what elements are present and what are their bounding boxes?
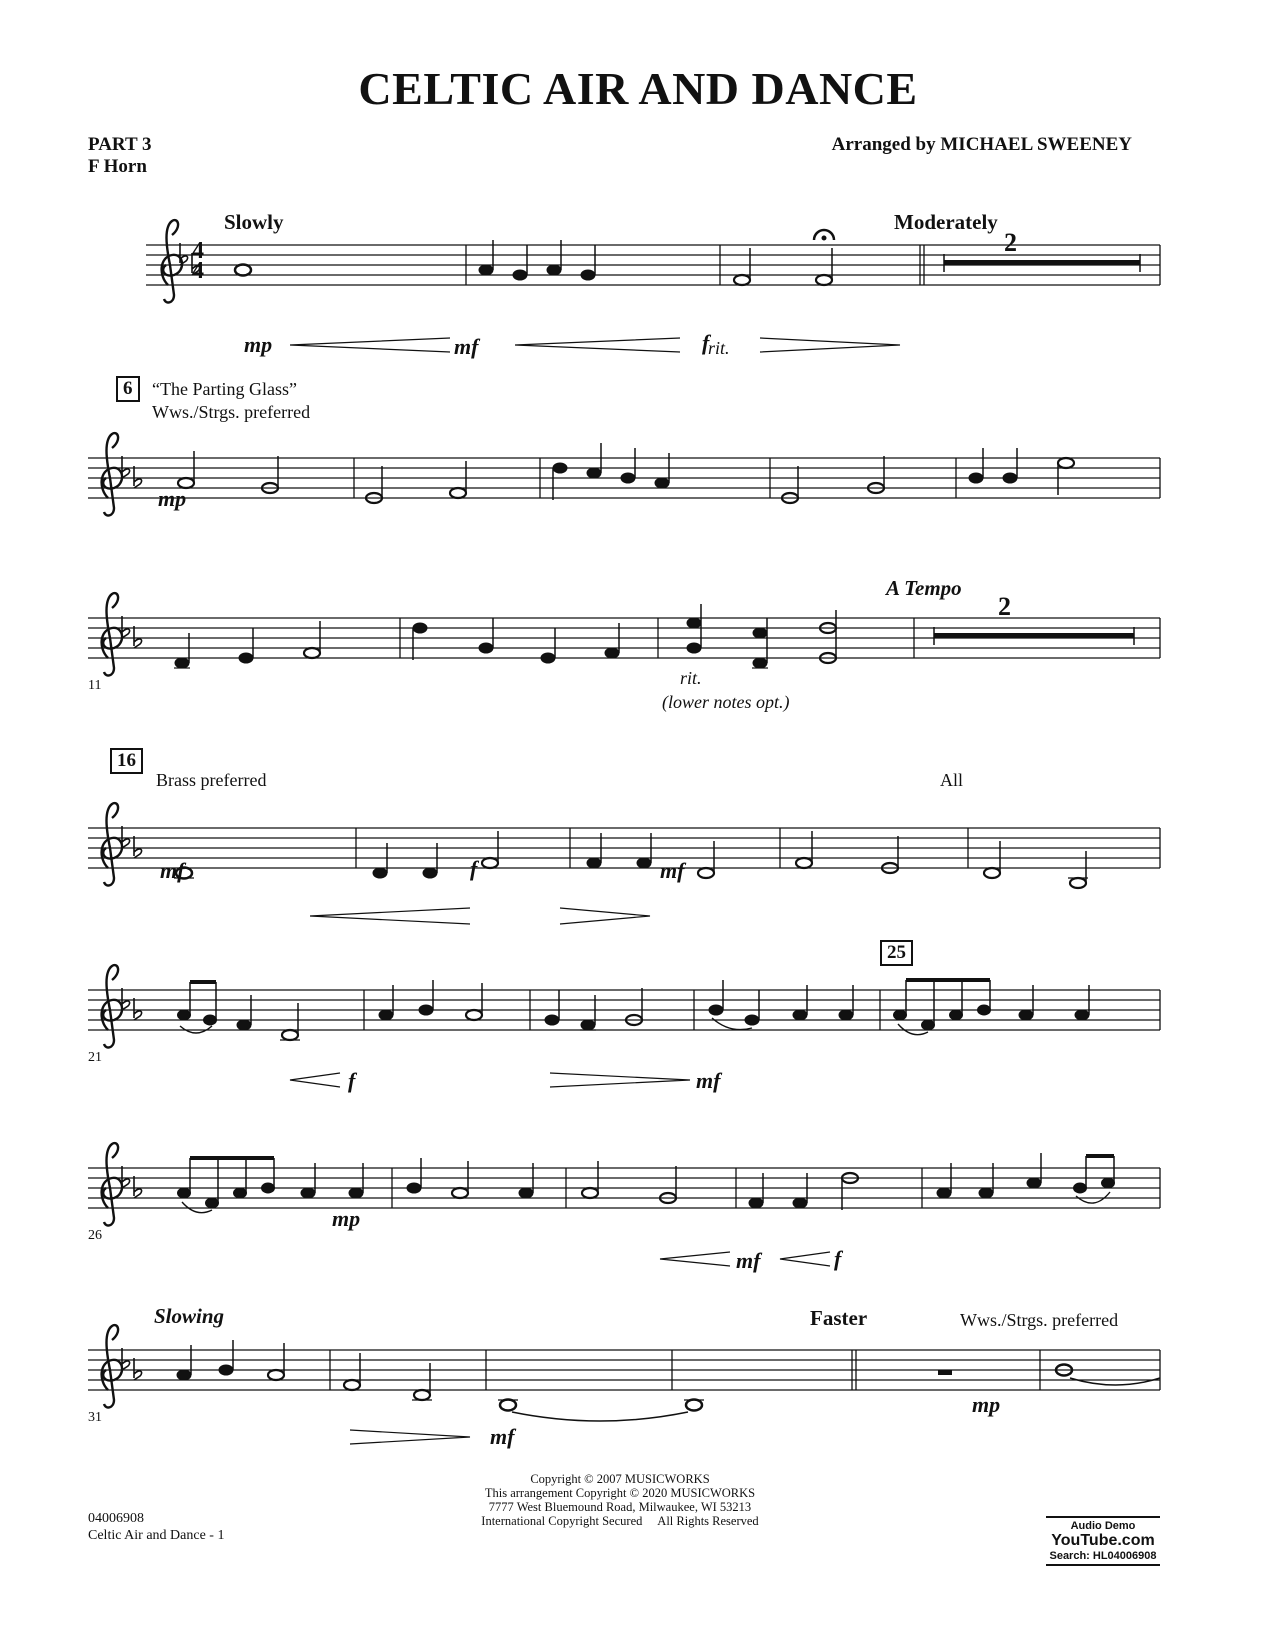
- measure-number: 31: [88, 1410, 102, 1425]
- arranger-credit: Arranged by MICHAEL SWEENEY: [831, 134, 1132, 155]
- dynamic-f: f: [702, 330, 710, 355]
- time-sig-top: 4: [192, 238, 204, 264]
- dynamic-mp: mp: [972, 1392, 1001, 1417]
- system-7: [88, 1325, 1160, 1444]
- dynamic-mf: mf: [454, 334, 479, 359]
- instrument-note: Brass preferred: [156, 770, 267, 790]
- dynamic-f: f: [470, 856, 478, 881]
- tempo-a-tempo: A Tempo: [886, 576, 962, 600]
- instrument-note-all: All: [940, 770, 964, 790]
- dynamic-mp: mp: [158, 486, 187, 511]
- dynamic-mp: mp: [244, 332, 273, 357]
- instrument-note: Wws./Strgs. preferred: [960, 1310, 1119, 1330]
- system-2: [88, 433, 1160, 515]
- rehearsal-mark-16: 16: [110, 748, 143, 774]
- measure-number: 26: [88, 1228, 102, 1243]
- promo-line-3: Search: HL04006908: [1049, 1550, 1157, 1562]
- rehearsal-mark-25: 25: [880, 940, 913, 966]
- section-title: “The Parting Glass”: [152, 379, 297, 399]
- system-6: [88, 1143, 1160, 1266]
- tempo-moderately: Moderately: [894, 210, 998, 234]
- dynamic-f: f: [348, 1068, 356, 1093]
- multirest-count: 2: [1004, 228, 1017, 257]
- system-4: [88, 803, 1160, 924]
- time-sig-bottom: 4: [192, 258, 204, 284]
- copyright-line: International Copyright Secured All Rights Reserved: [481, 1514, 759, 1528]
- rehearsal-mark-6: 6: [116, 376, 140, 402]
- promo-line-2: YouTube.com: [1051, 1532, 1155, 1549]
- dynamic-mf: mf: [160, 858, 185, 883]
- part-instrument: F Horn: [88, 156, 147, 177]
- instrument-note: Wws./Strgs. preferred: [152, 402, 311, 422]
- dynamic-mf: mf: [660, 858, 685, 883]
- dynamic-f: f: [834, 1246, 842, 1271]
- tempo-faster: Faster: [810, 1306, 868, 1330]
- lower-notes-note: (lower notes opt.): [662, 692, 790, 712]
- promo-line-1: Audio Demo: [1070, 1520, 1136, 1532]
- page-title: CELTIC AIR AND DANCE: [358, 63, 918, 114]
- page-label: Celtic Air and Dance - 1: [88, 1528, 225, 1543]
- copyright-line: This arrangement Copyright © 2020 MUSICWORKS: [484, 1486, 756, 1500]
- rit-marking: rit.: [680, 668, 702, 688]
- audio-demo-promo: [1046, 1516, 1160, 1566]
- time-signature: [192, 238, 204, 284]
- copyright-notice: [420, 1472, 820, 1528]
- multirest-count: 2: [998, 592, 1011, 621]
- measure-number: 21: [88, 1050, 102, 1065]
- rit-marking: rit.: [708, 338, 730, 358]
- copyright-line: Copyright © 2007 MUSICWORKS: [530, 1472, 710, 1486]
- tempo-slowing: Slowing: [154, 1304, 225, 1328]
- tempo-slowly: Slowly: [224, 210, 284, 234]
- measure-number: 11: [88, 678, 102, 693]
- copyright-line: 7777 West Bluemound Road, Milwaukee, WI 53213: [488, 1500, 752, 1514]
- part-number: PART 3: [88, 134, 152, 155]
- dynamic-mp: mp: [332, 1206, 361, 1231]
- system-5: [88, 965, 1160, 1087]
- dynamic-mf: mf: [490, 1424, 515, 1449]
- dynamic-mf: mf: [736, 1248, 761, 1273]
- footer-catalog: [88, 1510, 224, 1544]
- catalog-number: 04006908: [88, 1511, 144, 1526]
- dynamic-mf: mf: [696, 1068, 721, 1093]
